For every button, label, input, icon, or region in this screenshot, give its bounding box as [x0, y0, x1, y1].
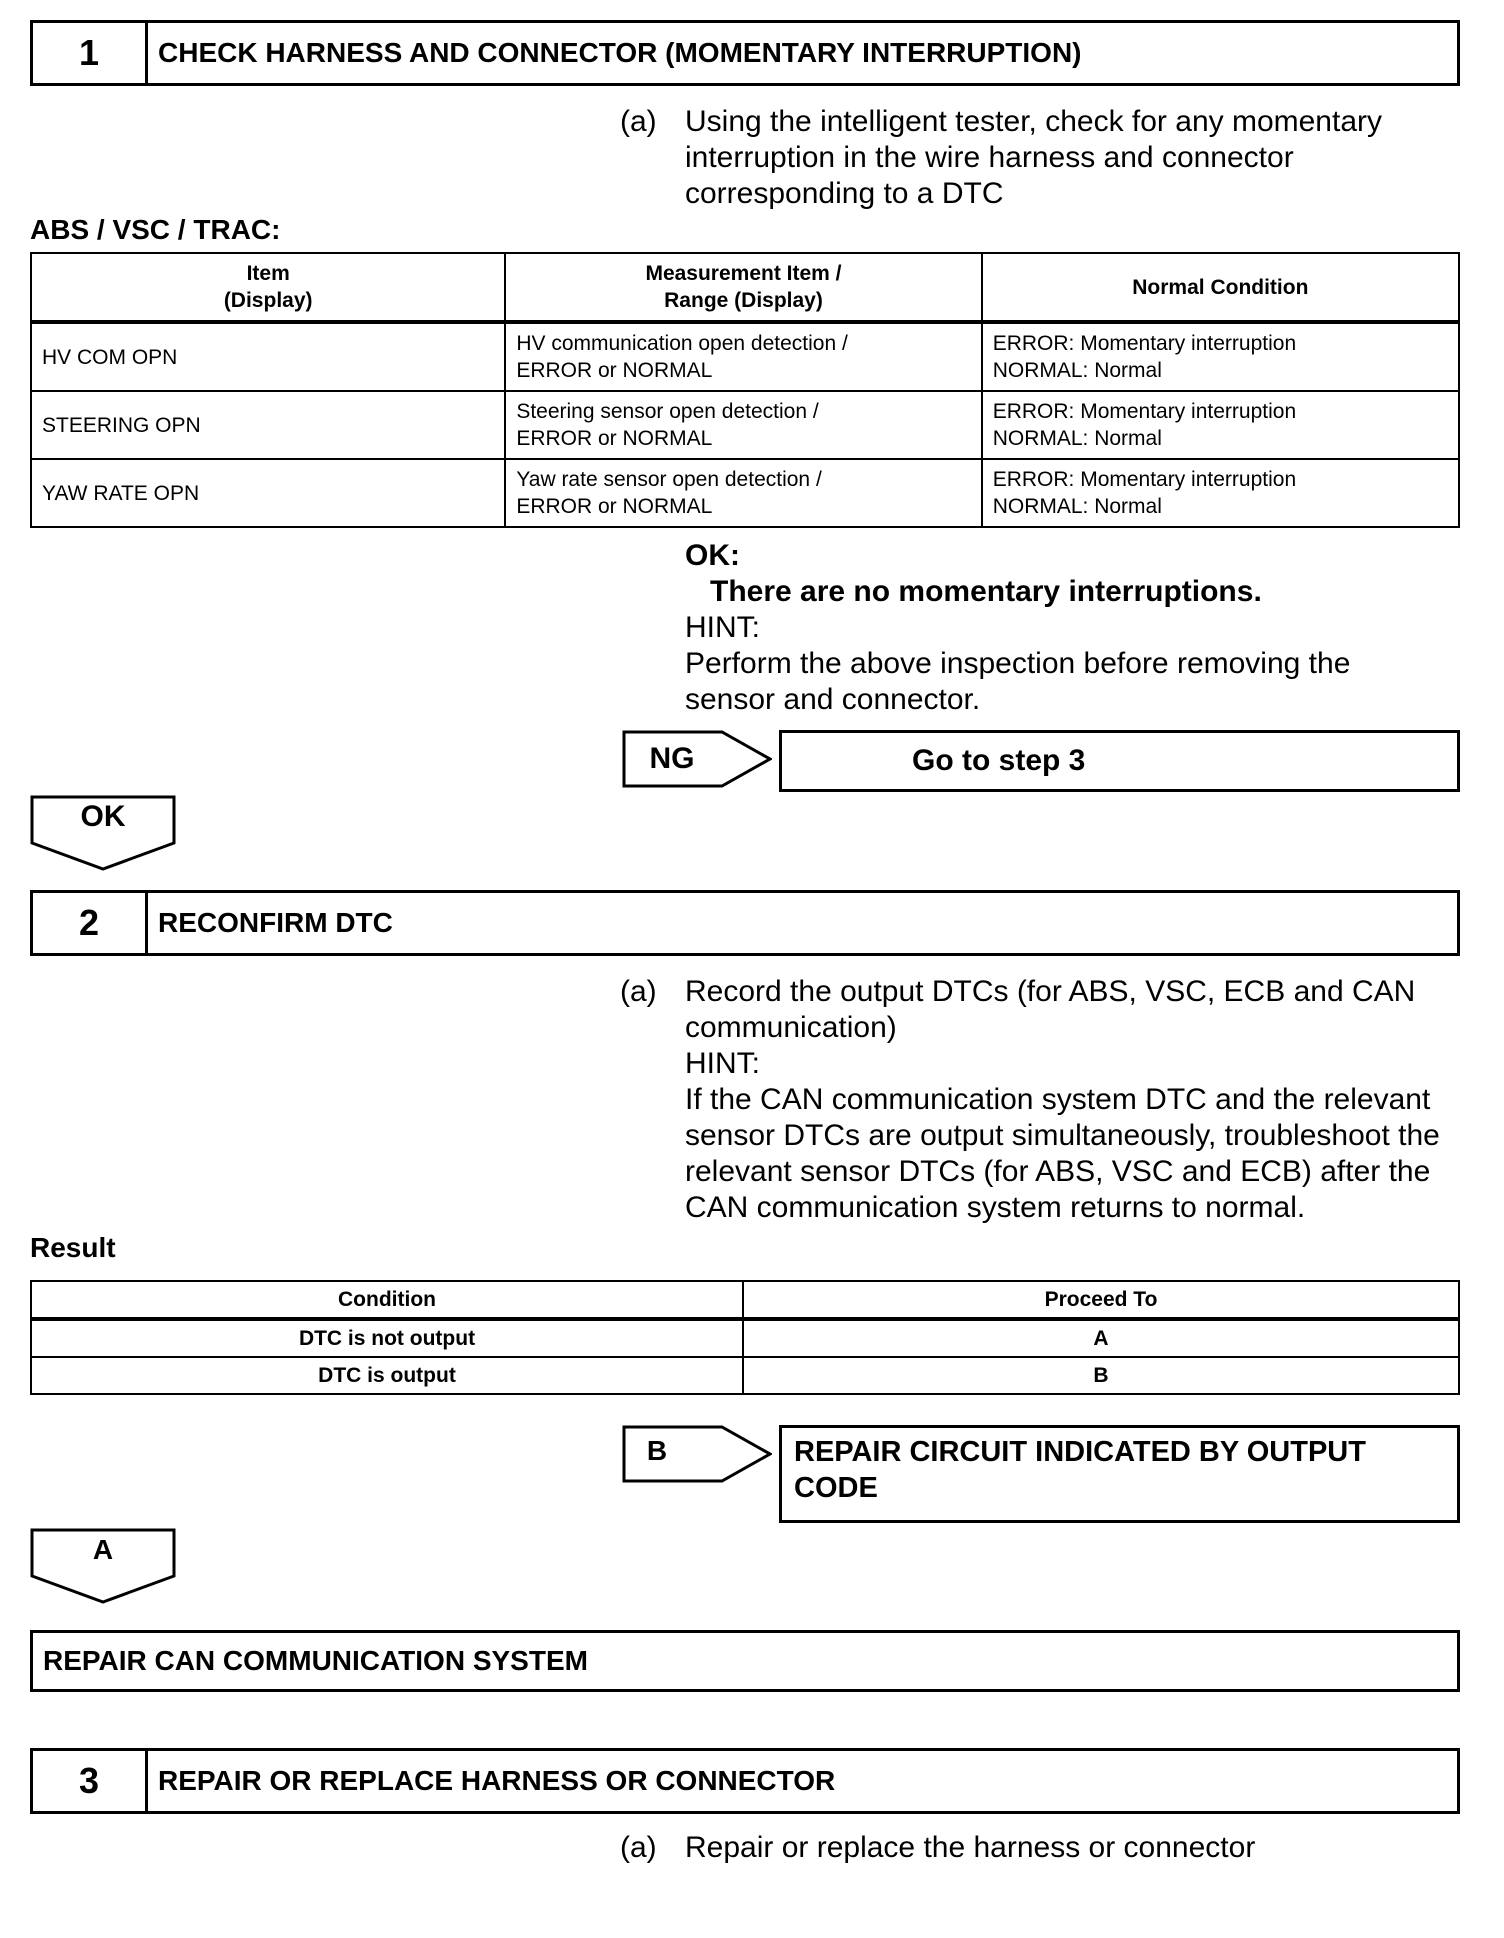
repair-circuit-box: REPAIR CIRCUIT INDICATED BY OUTPUT CODE	[779, 1425, 1460, 1523]
cell-measurement: Steering sensor open detection / ERROR or NORMAL	[505, 391, 981, 459]
cell-proceed: B	[743, 1357, 1459, 1394]
ok-arrow-label: OK	[80, 800, 126, 833]
step-2-a-label: (a)	[620, 975, 657, 1008]
header-proceed-to: Proceed To	[743, 1281, 1459, 1319]
result-label: Result	[30, 1232, 116, 1263]
step-2-header	[30, 890, 1460, 956]
go-to-step-3-box: Go to step 3	[779, 730, 1460, 792]
header-item: Item (Display)	[31, 253, 505, 322]
cell-measurement: Yaw rate sensor open detection / ERROR or NORMAL	[505, 459, 981, 527]
step-3-a-label: (a)	[620, 1831, 657, 1864]
header-normal-condition: Normal Condition	[982, 253, 1459, 322]
cell-item: YAW RATE OPN	[31, 459, 505, 527]
repair-can-box: REPAIR CAN COMMUNICATION SYSTEM	[30, 1630, 1460, 1692]
cell-item: HV COM OPN	[31, 322, 505, 391]
cell-condition: ERROR: Momentary interruption NORMAL: Normal	[982, 391, 1459, 459]
cell-proceed: A	[743, 1319, 1459, 1357]
hint-label: HINT:	[685, 611, 760, 644]
table-row	[31, 322, 1459, 391]
cell-condition: DTC is not output	[31, 1319, 743, 1357]
step-number: 3	[33, 1751, 148, 1811]
ok-text: There are no momentary interruptions.	[710, 575, 1262, 608]
cell-condition: ERROR: Momentary interruption NORMAL: Normal	[982, 459, 1459, 527]
a-arrow-label: A	[92, 1534, 114, 1565]
hint-text: Perform the above inspection before removing the sensor and connector.	[685, 647, 1351, 716]
table-row	[31, 1319, 1459, 1357]
step-1-a-text: Using the intelligent tester, check for any momentary interruption in the wire harness and connector corresponding to a DTC	[685, 105, 1383, 210]
cell-condition: DTC is output	[31, 1357, 743, 1394]
data-list-table	[30, 252, 1460, 528]
table-row	[31, 1357, 1459, 1394]
step-2-hint-label: HINT:	[685, 1047, 760, 1080]
cell-item: STEERING OPN	[31, 391, 505, 459]
table-row	[31, 459, 1459, 527]
section-title-abs-vsc-trac: ABS / VSC / TRAC:	[30, 214, 281, 245]
step-2-hint-text: If the CAN communication system DTC and the relevant sensor DTCs are output simultaneously, troubleshoot the relevant sensor DTCs (for ABS, VSC and ECB) after the CAN communication system returns to normal.	[685, 1083, 1440, 1224]
cell-measurement: HV communication open detection / ERROR or NORMAL	[505, 322, 981, 391]
step-3-a-text: Repair or replace the harness or connector	[685, 1831, 1256, 1864]
step-3-header	[30, 1748, 1460, 1814]
step-title: RECONFIRM DTC	[158, 907, 393, 938]
header-condition: Condition	[31, 1281, 743, 1319]
ok-label: OK:	[685, 539, 740, 572]
step-title: CHECK HARNESS AND CONNECTOR (MOMENTARY INTERRUPTION)	[158, 37, 1082, 68]
step-1-header	[30, 20, 1460, 86]
step-2-a-text: Record the output DTCs (for ABS, VSC, ECB and CAN communication)	[685, 975, 1416, 1044]
step-number: 1	[33, 23, 148, 83]
step-1-a-label: (a)	[620, 105, 657, 138]
step-title: REPAIR OR REPLACE HARNESS OR CONNECTOR	[158, 1765, 836, 1796]
result-table	[30, 1280, 1460, 1395]
b-tag-label: B	[646, 1435, 668, 1466]
header-measurement: Measurement Item / Range (Display)	[505, 253, 981, 322]
cell-condition: ERROR: Momentary interruption NORMAL: Normal	[982, 322, 1459, 391]
step-number: 2	[33, 893, 148, 953]
ng-tag-label: NG	[649, 742, 695, 775]
table-row	[31, 391, 1459, 459]
